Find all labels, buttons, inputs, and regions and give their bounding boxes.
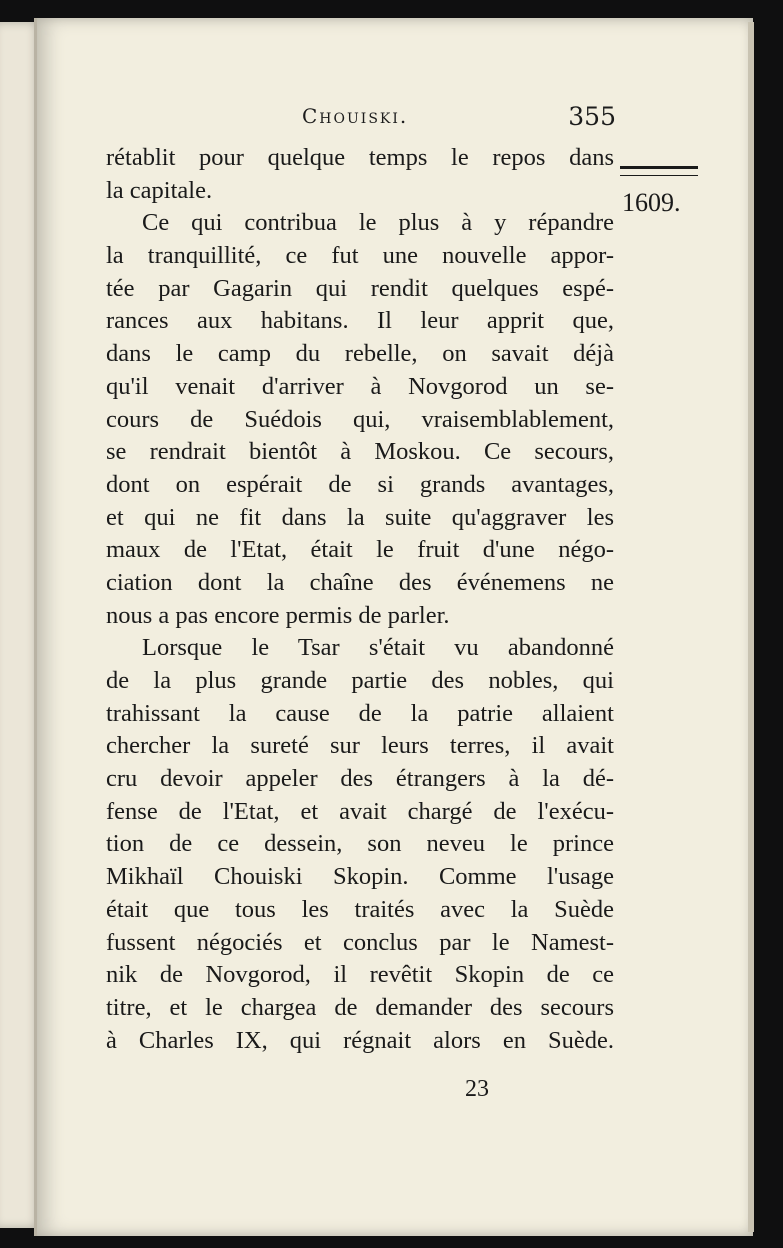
text-line: fussent négociés et conclus par le Namest- [106, 928, 614, 956]
text-line: la capitale. [106, 176, 213, 204]
text-line: de la plus grande partie des nobles, qui [106, 667, 614, 694]
text-line: maux de l'Etat, était le fruit d'une négo- [106, 536, 614, 564]
page-header [302, 102, 624, 134]
body-text [106, 142, 614, 1057]
text-line: rétablit pour quelque temps le repos dans [106, 144, 614, 171]
text-line: chercher la sureté sur leurs terres, il avait [106, 732, 614, 760]
text-line: rances aux habitans. Il leur apprit que, [106, 307, 614, 335]
text-line: et qui ne fit dans la suite qu'aggraver les [106, 503, 614, 531]
text-line: Mikhaïl Chouiski Skopin. Comme l'usage [106, 863, 614, 891]
text-line: titre, et le chargea de demander des secours [106, 993, 614, 1021]
text-line: Lorsque le Tsar s'était vu abandonné [142, 634, 614, 662]
text-line: Ce qui contribua le plus à y répandre [142, 209, 614, 237]
text-line: la tranquillité, ce fut une nouvelle appor- [106, 242, 614, 270]
text-line: qu'il venait d'arriver à Novgorod un se- [106, 372, 614, 400]
running-head: Chouiski. [302, 104, 409, 128]
text-line: trahissant la cause de la patrie allaient [106, 699, 614, 727]
text-line: à Charles IX, qui régnait alors en Suède. [106, 1026, 614, 1054]
text-line: se rendrait bientôt à Moskou. Ce secours, [106, 438, 614, 466]
text-line: tée par Gagarin qui rendit quelques espé- [106, 274, 614, 302]
text-line: cru devoir appeler des étrangers à la dé- [106, 765, 614, 793]
text-line: tion de ce dessein, son neveu le prince [106, 830, 614, 858]
text-line: dont on espérait de si grands avantages, [106, 470, 614, 498]
text-line: nik de Novgorod, il revêtit Skopin de ce [106, 961, 614, 989]
text-line: dans le camp du rebelle, on savait déjà [106, 340, 614, 368]
text-line: fense de l'Etat, et avait chargé de l'exécu- [106, 797, 614, 825]
text-line: cours de Suédois qui, vraisemblablement, [106, 405, 614, 433]
signature-mark: 23 [465, 1076, 489, 1102]
page-edge [748, 22, 754, 1232]
text-line: était que tous les traités avec la Suède [106, 895, 614, 923]
margin-year: 1609. [622, 188, 681, 217]
page-number: 355 [568, 102, 616, 131]
text-line: nous a pas encore permis de parler. [106, 601, 450, 629]
margin-rule [620, 166, 698, 176]
text-line: ciation dont la chaîne des événemens ne [106, 568, 614, 596]
